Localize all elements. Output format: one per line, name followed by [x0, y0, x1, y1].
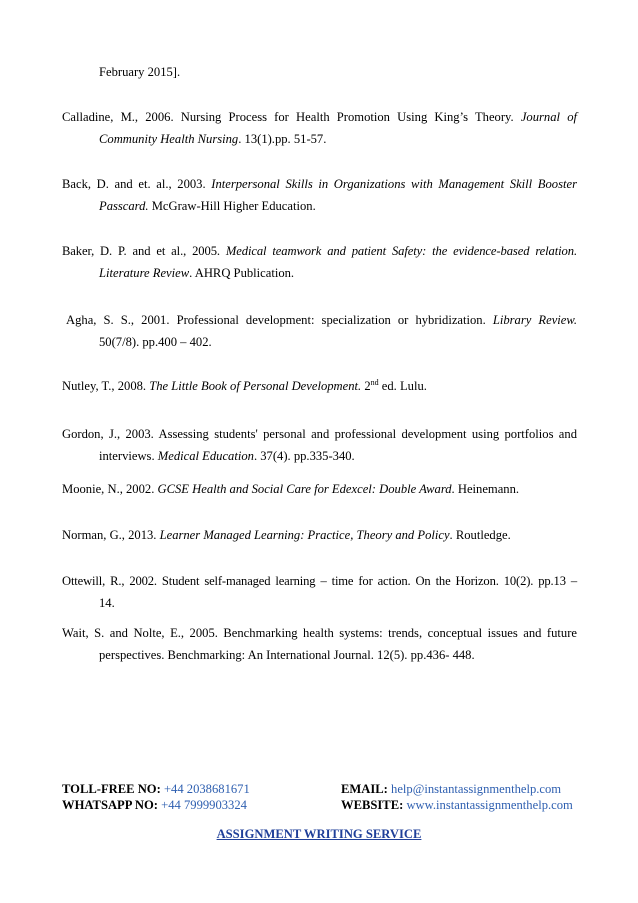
reference-title: GCSE Health and Social Care for Edexcel: Double Award — [157, 482, 452, 496]
reference-baker-line2 — [99, 265, 294, 281]
reference-text: McGraw-Hill Higher Education. — [148, 199, 316, 213]
service-title: ASSIGNMENT WRITING SERVICE — [216, 827, 422, 841]
reference-text: February 2015]. — [99, 65, 181, 79]
reference-title: Passcard. — [99, 199, 149, 213]
reference-title: The Little Book of Personal Development. — [149, 379, 362, 393]
reference-text: Norman, G., 2013. — [62, 528, 160, 542]
reference-wait-line2 — [99, 647, 475, 663]
reference-text: Moonie, N., 2002. — [62, 482, 158, 496]
reference-back-line2 — [99, 198, 316, 214]
reference-text: 2 — [361, 379, 371, 393]
reference-gordon-line2 — [99, 448, 355, 464]
reference-text: Agha, S. S., 2001. Professional development: specialization or hybridization. — [66, 313, 493, 327]
reference-text: 50(7/8). pp.400 – 402. — [99, 335, 212, 349]
footer-email — [341, 781, 561, 797]
reference-ottewill-line2 — [99, 595, 115, 611]
reference-text: . 37(4). pp.335-340. — [253, 449, 355, 463]
email-label: EMAIL: — [341, 782, 388, 796]
tollfree-label: TOLL-FREE NO: — [62, 782, 161, 796]
reference-gordon — [62, 426, 577, 442]
footer-whatsapp — [62, 797, 247, 813]
reference-text: Nutley, T., 2008. — [62, 379, 150, 393]
reference-title: Medical teamwork and patient Safety: the evidence-based relation. — [225, 244, 577, 258]
reference-text: perspectives. Benchmarking: An International Journal. 12(5). pp.436- 448. — [99, 648, 475, 662]
whatsapp-label: WHATSAPP NO: — [62, 798, 158, 812]
reference-nutley — [62, 378, 427, 394]
email-link[interactable]: help@instantassignmenthelp.com — [387, 782, 562, 796]
reference-text: . Heinemann. — [451, 482, 520, 496]
reference-text: Wait, S. and Nolte, E., 2005. Benchmarking health systems: trends, conceptual issues and future — [62, 626, 577, 640]
reference-text: interviews. — [99, 449, 158, 463]
reference-superscript: nd — [370, 378, 379, 387]
reference-baker — [62, 243, 577, 259]
reference-journal: Community Health Nursing — [99, 132, 239, 146]
reference-continuation — [99, 64, 180, 80]
reference-text: ed. Lulu. — [378, 379, 427, 393]
reference-text: Back, D. and et. al., 2003. — [62, 177, 212, 191]
reference-title: Learner Managed Learning: Practice, Theory and Policy — [159, 528, 450, 542]
reference-text: Gordon, J., 2003. Assessing students' personal and professional development using portfolios and — [62, 427, 577, 441]
reference-ottewill — [62, 573, 577, 589]
reference-text: Baker, D. P. and et al., 2005. — [62, 244, 226, 258]
reference-text: . Routledge. — [449, 528, 511, 542]
reference-text: . 13(1).pp. 51-57. — [238, 132, 327, 146]
reference-text: . AHRQ Publication. — [189, 266, 295, 280]
reference-agha-line2 — [99, 334, 212, 350]
footer-tollfree — [62, 781, 250, 797]
reference-moonie — [62, 481, 519, 497]
tollfree-number[interactable]: +44 2038681671 — [160, 782, 250, 796]
reference-norman — [62, 527, 511, 543]
reference-wait — [62, 625, 577, 641]
reference-text: Ottewill, R., 2002. Student self-managed learning – time for action. On the Horizon. 10(2). pp.13 – — [62, 574, 577, 588]
whatsapp-number[interactable]: +44 7999903324 — [157, 798, 247, 812]
reference-journal: Library Review. — [492, 313, 577, 327]
reference-back — [62, 176, 577, 192]
reference-text: 14. — [99, 596, 115, 610]
reference-text: Calladine, M., 2006. Nursing Process for Health Promotion Using King’s Theory. — [62, 110, 521, 124]
reference-title: Literature Review — [99, 266, 190, 280]
reference-calladine — [62, 109, 577, 125]
footer-website — [341, 797, 573, 813]
reference-agha — [66, 312, 577, 328]
reference-journal: Journal of — [520, 110, 577, 124]
website-link[interactable]: www.instantassignmenthelp.com — [403, 798, 573, 812]
reference-journal: Medical Education — [157, 449, 254, 463]
reference-title: Interpersonal Skills in Organizations with Management Skill Booster — [211, 177, 577, 191]
website-label: WEBSITE: — [341, 798, 404, 812]
reference-calladine-line2 — [99, 131, 326, 147]
